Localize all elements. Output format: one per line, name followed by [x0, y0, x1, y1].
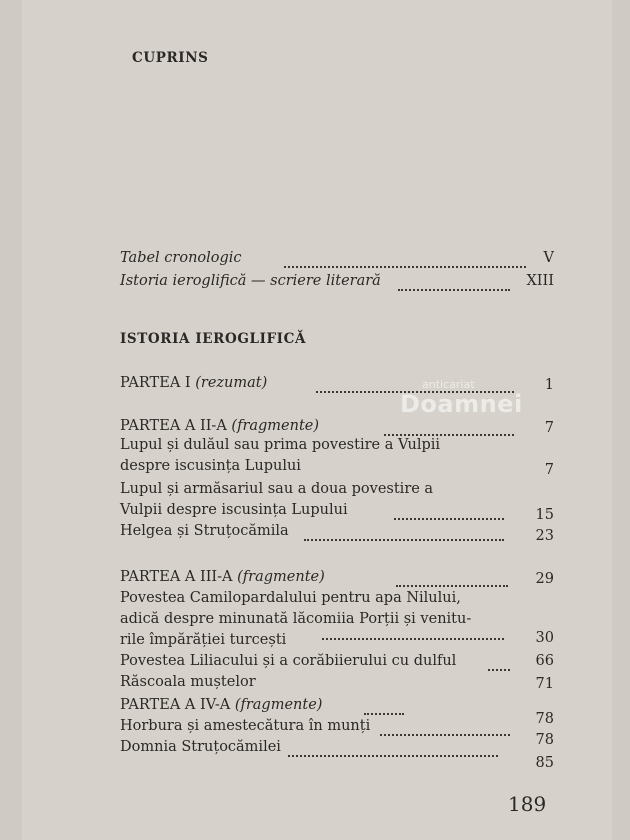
part-title: PARTEA A IV-A	[120, 697, 231, 713]
part-note: (fragmente)	[237, 569, 325, 585]
toc-page-number: 66	[535, 653, 554, 669]
toc-page-number: 71	[535, 676, 554, 692]
section-heading: ISTORIA IEROGLIFICĂ	[120, 331, 307, 347]
part-label	[120, 697, 322, 713]
toc-entry-title: Istoria ieroglifică — scriere literară	[120, 273, 381, 289]
part-label	[120, 569, 325, 585]
toc-entry-title: Povestea Liliacului și a corăbiierului cu dulful	[120, 653, 457, 669]
dot-leader	[304, 539, 504, 541]
watermark-small-text: anticariat	[422, 378, 475, 391]
watermark-big-text: Doamnei	[400, 390, 523, 418]
toc-heading: CUPRINS	[132, 50, 209, 66]
toc-entry-title: Lupul și armăsariul sau a doua povestire a	[120, 481, 434, 497]
part-label	[120, 375, 267, 391]
dot-leader	[364, 713, 404, 715]
book-page	[22, 0, 612, 840]
toc-page-number: XIII	[526, 273, 554, 289]
dot-leader	[322, 638, 504, 640]
part-note: (rezumat)	[195, 375, 268, 391]
toc-page-number: 23	[535, 528, 554, 544]
part-title: PARTEA I	[120, 375, 191, 391]
toc-page-number: 1	[544, 377, 554, 393]
toc-entry-title-cont: despre iscusința Lupului	[120, 458, 301, 474]
dot-leader	[394, 518, 504, 520]
part-title: PARTEA A III-A	[120, 569, 233, 585]
toc-page-number: 15	[535, 507, 554, 523]
toc-page-number: 85	[535, 755, 554, 771]
toc-entry-title: Domnia Struțocămilei	[120, 739, 281, 755]
dot-leader	[396, 585, 508, 587]
dot-leader	[288, 755, 498, 757]
dot-leader	[398, 289, 510, 291]
dot-leader	[488, 669, 510, 671]
page-folio: 189	[508, 792, 547, 816]
toc-page-number: 78	[535, 711, 554, 727]
dot-leader	[380, 734, 510, 736]
toc-entry-title-cont: Vulpii despre iscusința Lupului	[120, 502, 348, 518]
toc-page-number: 78	[535, 732, 554, 748]
toc-entry-title: Lupul și dulăul sau prima povestire a Vulpii	[120, 437, 441, 453]
toc-page-number: 29	[535, 571, 554, 587]
toc-entry-title: Răscoala muștelor	[120, 674, 256, 690]
part-label	[120, 418, 319, 434]
toc-entry-title-cont: rile împărăției turcești	[120, 632, 287, 648]
toc-entry-title: Tabel cronologic	[120, 250, 242, 266]
part-note: (fragmente)	[231, 418, 320, 434]
toc-page-number: 7	[544, 462, 554, 478]
toc-page-number: V	[543, 250, 554, 266]
toc-entry-title: Horbura și amestecătura în munți	[120, 718, 371, 734]
part-title: PARTEA A II-A	[120, 418, 227, 434]
toc-page-number: 30	[535, 630, 554, 646]
toc-entry-title-cont: adică despre minunată lăcomiia Porții și venitu-	[120, 611, 472, 627]
toc-page-number: 7	[544, 420, 554, 436]
dot-leader	[284, 266, 526, 268]
part-note: (fragmente)	[234, 697, 323, 713]
toc-entry-title: Povestea Camilopardalului pentru apa Nilului,	[120, 590, 461, 606]
toc-entry-title: Helgea și Struțocămila	[120, 523, 289, 539]
